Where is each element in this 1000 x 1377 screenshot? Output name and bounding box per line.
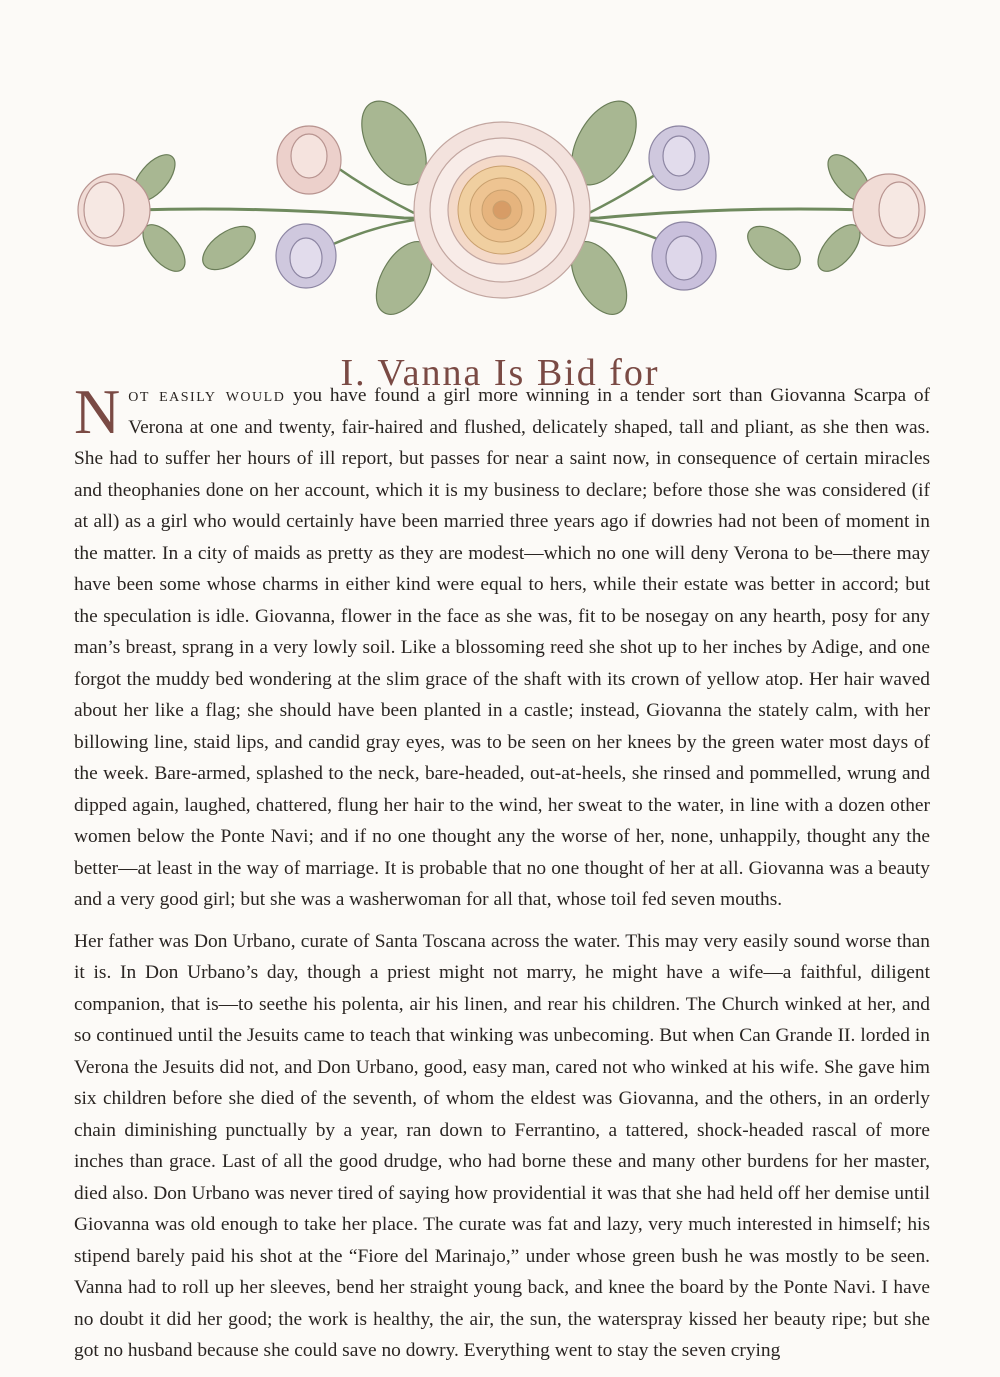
drop-cap: N: [74, 376, 121, 447]
lead-in-smallcaps: ot easily would: [128, 385, 286, 406]
paragraph-2: Her father was Don Urbano, curate of Santa Toscana across the water. This may very easily sound worse than it is. In Don Urbano’s day, though a priest might not marry, he might have a wife—a faithful, diligent companion, that is—to seethe his polenta, air his linen, and rear his children. The Church winked at her, and so continued until the Jesuits came to teach that winking was unbecoming. But when Can Grande II. lorded in Verona the Jesuits did not, and Don Urbano, good, easy man, cared not who winked at his wife. She gave him six children before she died of the seventh, of whom the eldest was Giovanna, and the others, in an orderly chain diminishing punctually by a year, ran down to Ferrantino, a tattered, shock-headed rascal of more inches than grace. Last of all the good drudge, who had borne these and many other burdens for her master, died also. Don Urbano was never tired of saying how providential it was that she had held off her demise until Giovanna was old enough to take her place. The curate was fat and lazy, very much interested in himself; his stipend barely paid his shot at the “Fiore del Marinajo,” under whose green bush he was mostly to be seen. Vanna had to roll up her sleeves, bend her straight young back, and knee the board by the Ponte Navi. I have no doubt it did her good; the work is healthy, the air, the sun, the waterspray kissed her beauty ripe; but she got no husband because she could save no dowry. Everything went to stay the seven crying: [74, 930, 930, 1361]
chapter-title: I. Vanna Is Bid for: [340, 352, 660, 395]
paragraph-1-text: you have found a girl more winning in a tender sort than Giovanna Scarpa of Verona at one and twenty, fair-haired and flushed, delicately shaped, tall and pliant, as she then was. She had to suffer her hours of ill report, but passes for near a saint now, in consequence of certain miracles and theophanies done on her account, which it is my business to declare; before those she was considered (if at all) as a girl who would certainly have been married three years ago if dowries had not been of moment in the matter. In a city of maids as pretty as they are modest—which no one will deny Verona to be—there may have been some whose charms in either kind were equal to hers, while their estate was better in accord; but the speculation is idle. Giovanna, flower in the face as she was, fit to be nosegay on any hearth, posy for any man’s breast, sprang in a very lowly soil. Like a blossoming reed she shot up to her inches by Adige, and one forgot the muddy bed wondering at the slim grace of the shaft with its crown of yellow atop. Her hair waved about her like a flag; she should have been planted in a castle; instead, Giovanna the stately calm, with her billowing line, staid lips, and candid gray eyes, was to be seen on her knees by the green water most days of the week. Bare-armed, splashed to the neck, bare-headed, out-at-heels, she rinsed and pommelled, wrung and dipped again, laughed, chattered, flung her hair to the wind, her sweat to the water, in line with a dozen other women below the Ponte Navi; and if no one thought any the worse of her, none, unhappily, thought any the better—at least in the way of marriage. It is probable that no one thought of her at all. Giovanna was a beauty and a very good girl; but she was a washerwoman for all that, whose toil fed seven mouths.: [74, 385, 930, 910]
floral-ornament: [74, 98, 929, 326]
chapter-body: [74, 376, 930, 1377]
paragraph-1: [74, 376, 930, 916]
